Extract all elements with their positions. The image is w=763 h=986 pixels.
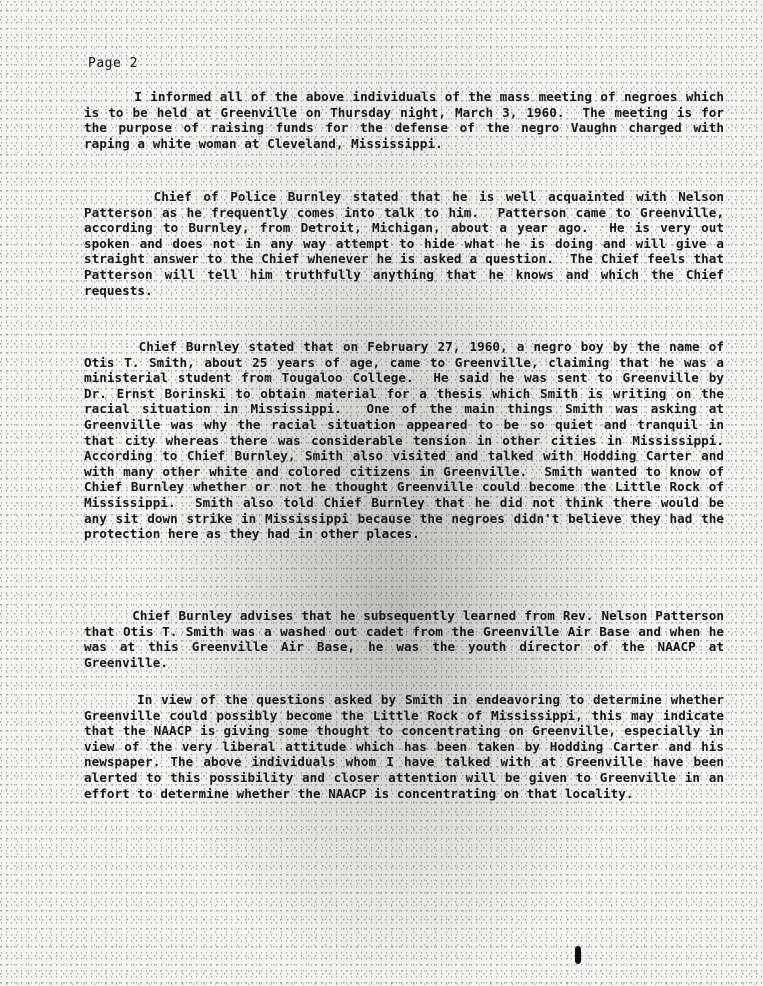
paragraph-1: I informed all of the above individuals of the mass meeting of negroes which is to be held at Greenville on Thursday night, March 3, 1960. The meeting is for the purpose of raising funds for the defense of the negro Vaughn charged with raping a white woman at Cleveland, Mississippi. bbox=[84, 89, 732, 151]
page-number: Page 2 bbox=[88, 56, 138, 71]
paragraph-5: In view of the questions asked by Smith in endeavoring to determine whether Greenville could possibly become the Little Rock of Mississippi, this may indicate that the NAACP is giving some thought to concentrating on Greenville, especially in view of the very liberal attitude which has been taken by Hodding Carter and his newspaper. The above individuals whom I have talked with at Greenville have been alerted to this possibility and closer attention will be given to Greenville in an effort to determine whether the NAACP is concentrating on that locality. bbox=[84, 692, 732, 801]
paragraph-3: Chief Burnley stated that on February 27, 1960, a negro boy by the name of Otis T. Smith, about 25 years of age, came to Greenville, claiming that he was a ministerial student from Tougaloo College. He said he was sent to Greenville by Dr. Ernst Borinski to obtain material for a thesis which Smith is writing on the racial situation in Mississippi. One of the main things Smith was asking at Greenville was why the racial situation appeared to be so quiet and tranquil in that city whereas there was considerable tension in other cities in Mississippi. According to Chief Burnley, Smith also visited and talked with Hodding Carter and with many other white and colored citizens in Greenville. Smith wanted to know of Chief Burnley whether or not he thought Greenville could become the Little Rock of Mississippi. Smith also told Chief Burnley that he did not think there would be any sit down strike in Mississippi because the negroes didn't believe they had the protection here as they had in other places. bbox=[84, 339, 740, 542]
paragraph-4: Chief Burnley advises that he subsequently learned from Rev. Nelson Patterson that Otis T. Smith was a washed out cadet from the Greenville Air Base and when he was at this Greenville Air Base, he was the youth director of the NAACP at Greenville. bbox=[84, 608, 732, 670]
scan-ink-mark bbox=[575, 946, 581, 964]
paragraph-2: Chief of Police Burnley stated that he is well acquainted with Nelson Patterson as he frequently comes into talk to him. Patterson came to Greenville, according to Burnley, from Detroit, Michigan, about a year ago. He is very out spoken and does not in any way attempt to hide what he is doing and will give a straight answer to the Chief whenever he is asked a question. The Chief feels that Patterson will tell him truthfully anything that he knows and which the Chief requests. bbox=[84, 189, 732, 298]
